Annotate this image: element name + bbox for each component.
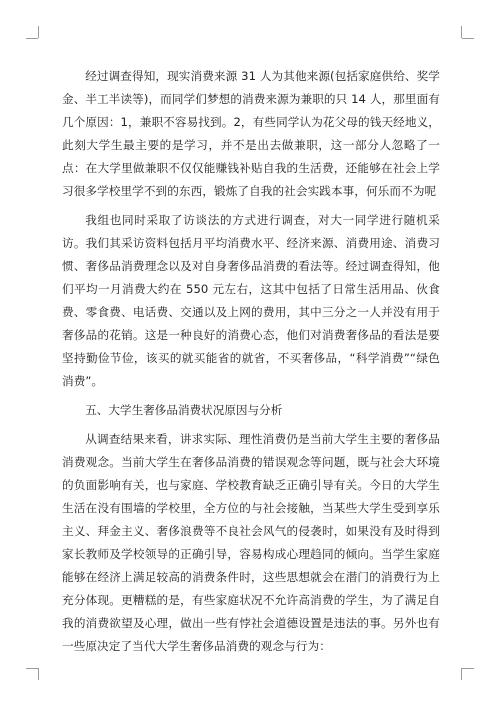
document-body — [62, 65, 440, 664]
crop-mark-top-right-horizontal — [462, 38, 474, 39]
crop-mark-top-left-horizontal — [26, 38, 38, 39]
paragraph-interview-method: 我组也同时采取了访谈法的方式进行调查，对大一同学进行随机采访。我们其采访资料包括月平均消费水平、经济来源、消费用途、消费习惯、奢侈品消费理念以及对自身奢侈品消费的看法等。经过调查得知，他们平均一月消费大约在 550 元左右，这其中包括了日常生活用品、伙食费、零食费、电话费、交通以及上网的费用，其中三分之一人并没有用于奢侈品的花销。这是一种良好的消费心态，他们对消费奢侈品的看法是要坚持勤俭节俭，该买的就买能省的就省，不买奢侈品，“科学消费”“绿色消费”。 — [62, 213, 440, 388]
crop-mark-top-left-vertical — [38, 26, 39, 38]
paragraph-cause-analysis: 从调查结果来看，讲求实际、理性消费仍是当前大学生主要的奢侈品消费观念。当前大学生在奢侈品消费的错误观念等问题，既与社会大环境的负面影响有关，也与家庭、学校教育缺乏正确引导有关。今日的大学生生活在没有围墙的学校里，全方位的与社会接触，当某些大学生受到享乐主义、拜金主义、奢侈浪费等不良社会风气的侵袭时，如果没有及时得到家长教师及学校领导的正确引导，容易构成心理趋同的倾向。当学生家庭能够在经济上满足较高的消费条件时，这些思想就会在潜门的消费行为上充分体现。更糟糕的是，有些家庭状况不允许高消费的学生，为了满足自我的消费欲望及心理，做出一些有悖社会道德设置是违法的事。另外也有一些原决定了当代大学生奢侈品消费的观念与行为： — [62, 432, 440, 653]
crop-mark-bottom-left-vertical — [38, 668, 39, 680]
crop-mark-bottom-right-horizontal — [462, 668, 474, 669]
crop-mark-bottom-right-vertical — [461, 668, 462, 680]
crop-mark-bottom-left-horizontal — [26, 668, 38, 669]
paragraph-survey-sources: 经过调查得知，现实消费来源 31 人为其他来源(包括家庭供给、奖学金、半工半读等)，而同学们梦想的消费来源为兼职的只 14 人，那里面有几个原因：1，兼职不容易找到。2，有些同学认为花父母的钱天经地义，此刻大学生最主要的是学习，并不是出去做兼职，这一部分人忽略了一点：在大学里做兼职不仅仅能赚钱补贴自我的生活费，还能够在社会上学习很多学校里学不到的东西，锻炼了自我的社会实践本事，何乐而不为呢 — [62, 69, 440, 198]
crop-mark-top-right-vertical — [461, 26, 462, 38]
section-heading: 五、大学生奢侈品消费状况原因与分析 — [85, 403, 283, 417]
